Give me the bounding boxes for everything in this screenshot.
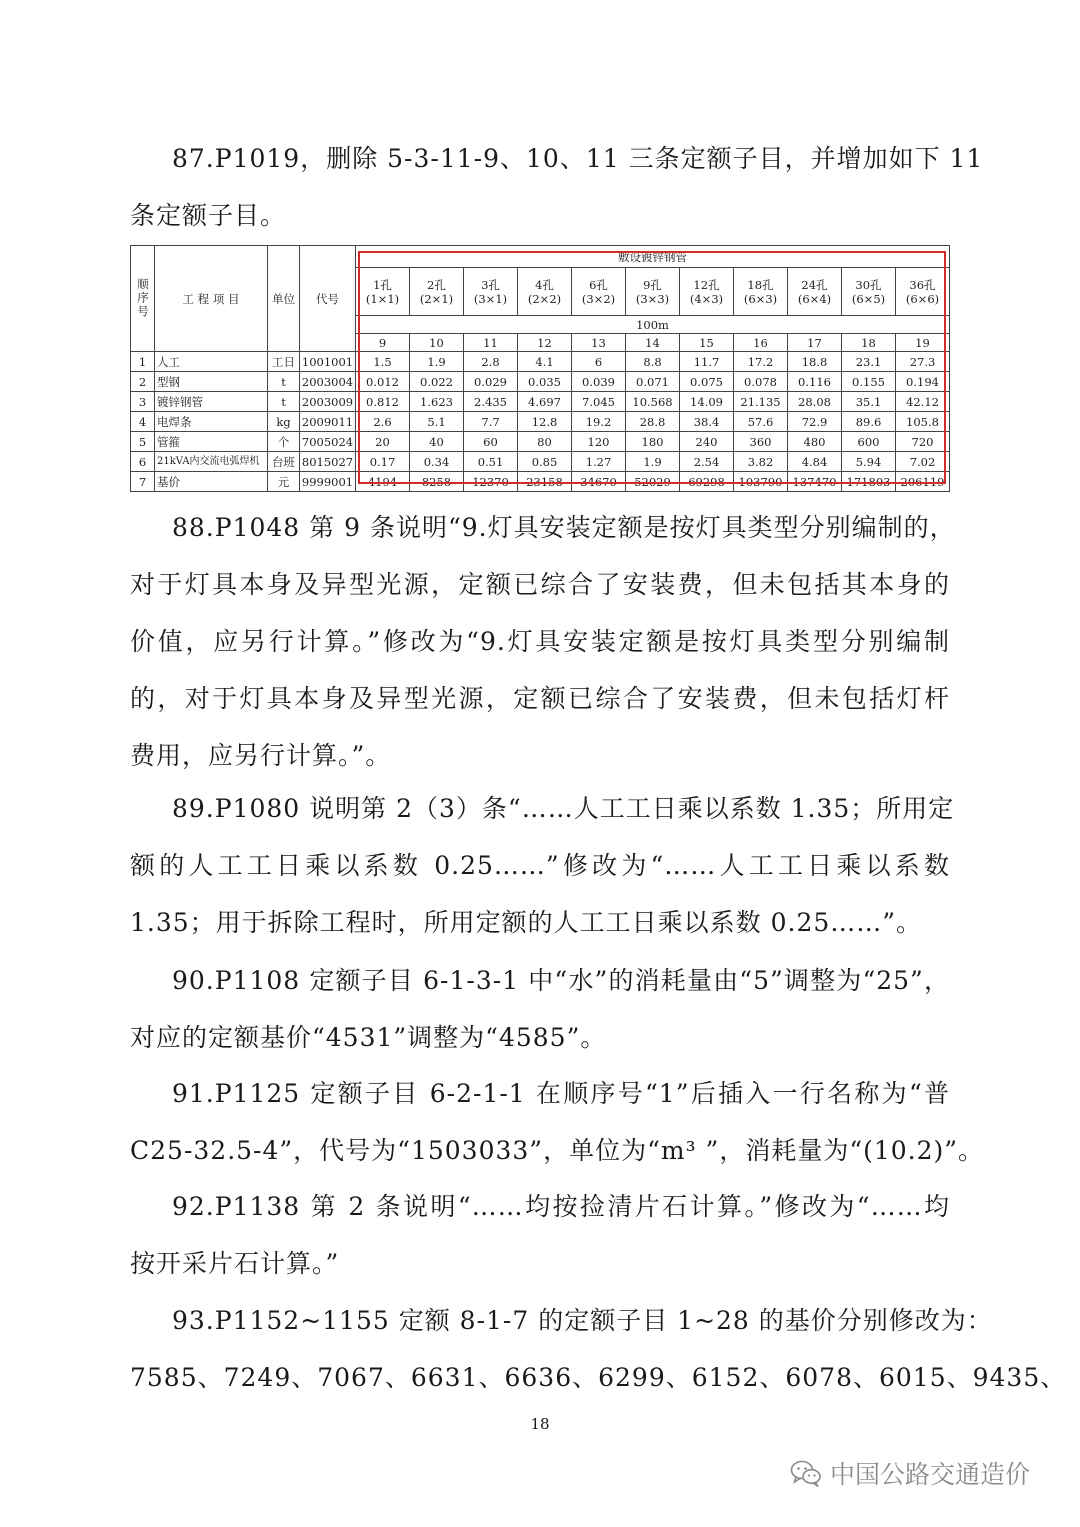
group-header: 敷设镀锌钢管 [356, 246, 950, 268]
head-code: 代号 [300, 246, 356, 352]
table-row [131, 352, 950, 372]
row-unit: t [268, 392, 300, 412]
table-cell: 0.071 [626, 372, 680, 392]
column-number: 18 [842, 334, 896, 352]
table-cell: 34670 [572, 472, 626, 492]
row-item: 人工 [155, 352, 268, 372]
row-item: 基价 [155, 472, 268, 492]
column-holes: 12孔 [693, 277, 720, 292]
table-cell: 4.697 [518, 392, 572, 412]
table-cell: 27.3 [896, 352, 950, 372]
table-cell: 23158 [518, 472, 572, 492]
column-layout: (2×1) [419, 291, 454, 306]
column-holes: 1孔 [373, 277, 392, 292]
text-line: 1.35；用于拆除工程时，所用定额的人工工日乘以系数 0.25……”。 [130, 908, 923, 937]
column-header [626, 268, 680, 316]
row-unit: 工日 [268, 352, 300, 372]
table-cell: 89.6 [842, 412, 896, 432]
row-seq: 1 [131, 352, 155, 372]
row-item: 型钢 [155, 372, 268, 392]
paragraph-90 [130, 952, 950, 1066]
row-unit: kg [268, 412, 300, 432]
table-cell: 360 [734, 432, 788, 452]
row-unit: t [268, 372, 300, 392]
column-holes: 18孔 [747, 277, 774, 292]
table-cell: 21.135 [734, 392, 788, 412]
table-cell: 12.8 [518, 412, 572, 432]
row-seq: 3 [131, 392, 155, 412]
row-seq: 4 [131, 412, 155, 432]
column-number: 17 [788, 334, 842, 352]
table-cell: 5.1 [410, 412, 464, 432]
table-cell: 0.51 [464, 452, 518, 472]
table-cell: 4.84 [788, 452, 842, 472]
text-line: 91.P1125 定额子目 6-2-1-1 在顺序号“1”后插入一行名称为“普 [172, 1079, 950, 1108]
column-header [464, 268, 518, 316]
table-row [131, 472, 950, 492]
row-item: 管箍 [155, 432, 268, 452]
table-cell: 35.1 [842, 392, 896, 412]
table-cell: 10.568 [626, 392, 680, 412]
table-cell: 0.078 [734, 372, 788, 392]
text-line: 93.P1152~1155 定额 8-1-7 的定额子目 1~28 的基价分别修改为： [172, 1306, 993, 1335]
table-cell: 28.08 [788, 392, 842, 412]
table-cell: 137470 [788, 472, 842, 492]
table-cell: 3.82 [734, 452, 788, 472]
table-cell: 42.12 [896, 392, 950, 412]
paragraph-89 [130, 780, 955, 951]
watermark-text: 中国公路交通造价 [830, 1460, 1031, 1489]
table-cell: 5.94 [842, 452, 896, 472]
row-unit: 台班 [268, 452, 300, 472]
quota-table-container [130, 245, 950, 492]
column-header [356, 268, 410, 316]
row-seq: 7 [131, 472, 155, 492]
table-cell: 20 [356, 432, 410, 452]
text-line: 的，对于灯具本身及异型光源，定额已综合了安装费，但未包括灯杆 [130, 684, 950, 713]
row-seq: 6 [131, 452, 155, 472]
text-line: 额的人工工日乘以系数 0.25……”修改为“……人工工日乘以系数 [130, 851, 950, 880]
column-holes: 4孔 [535, 277, 554, 292]
column-layout: (6×5) [851, 291, 886, 306]
table-row [131, 392, 950, 412]
table-cell: 105.8 [896, 412, 950, 432]
column-header [896, 268, 950, 316]
table-cell: 7.02 [896, 452, 950, 472]
paragraph-88 [130, 499, 956, 784]
row-item: 21kVA内交流电弧焊机 [155, 452, 268, 472]
row-unit: 元 [268, 472, 300, 492]
table-cell: 11.7 [680, 352, 734, 372]
table-cell: 28.8 [626, 412, 680, 432]
head-unit: 单位 [268, 246, 300, 352]
table-cell: 23.1 [842, 352, 896, 372]
row-code: 2009011 [300, 412, 356, 432]
unit-row: 100m [356, 316, 950, 334]
column-holes: 24孔 [801, 277, 828, 292]
table-cell: 12370 [464, 472, 518, 492]
column-layout: (2×2) [527, 291, 562, 306]
wechat-icon [790, 1459, 822, 1487]
row-code: 9999001 [300, 472, 356, 492]
page-number: 18 [530, 1415, 550, 1433]
text-line: 7585、7249、7067、6631、6636、6299、6152、6078、6015、9435、 [130, 1363, 1067, 1392]
column-holes: 6孔 [589, 277, 608, 292]
table-cell: 18.8 [788, 352, 842, 372]
table-cell: 14.09 [680, 392, 734, 412]
column-number: 16 [734, 334, 788, 352]
table-cell: 0.039 [572, 372, 626, 392]
table-cell: 2.435 [464, 392, 518, 412]
table-cell: 0.029 [464, 372, 518, 392]
column-header [410, 268, 464, 316]
table-cell: 0.194 [896, 372, 950, 392]
table-cell: 0.075 [680, 372, 734, 392]
column-number: 19 [896, 334, 950, 352]
table-cell: 1.623 [410, 392, 464, 412]
row-code: 2003004 [300, 372, 356, 392]
table-cell: 7.7 [464, 412, 518, 432]
table-cell: 1.9 [410, 352, 464, 372]
text-line: 价值，应另行计算。”修改为“9.灯具安装定额是按灯具类型分别编制 [130, 627, 950, 656]
table-cell: 0.812 [356, 392, 410, 412]
table-cell: 180 [626, 432, 680, 452]
table-cell: 7.045 [572, 392, 626, 412]
column-number: 14 [626, 334, 680, 352]
table-cell: 720 [896, 432, 950, 452]
table-cell: 6 [572, 352, 626, 372]
table-cell: 0.85 [518, 452, 572, 472]
table-cell: 57.6 [734, 412, 788, 432]
paragraph-91 [130, 1065, 985, 1179]
head-item: 工 程 项 目 [155, 246, 268, 352]
column-layout: (3×3) [635, 291, 670, 306]
column-layout: (6×4) [797, 291, 832, 306]
column-header [734, 268, 788, 316]
table-row [131, 432, 950, 452]
head-seq: 顺序号 [131, 246, 155, 352]
column-header [518, 268, 572, 316]
table-cell: 0.035 [518, 372, 572, 392]
column-number: 9 [356, 334, 410, 352]
text-line: 对应的定额基价“4531”调整为“4585”。 [130, 1023, 607, 1052]
text-line: 费用，应另行计算。”。 [130, 741, 392, 770]
text-line: 92.P1138 第 2 条说明“……均按捡清片石计算。”修改为“……均 [172, 1192, 950, 1221]
column-layout: (3×2) [581, 291, 616, 306]
table-cell: 38.4 [680, 412, 734, 432]
table-cell: 120 [572, 432, 626, 452]
column-holes: 2孔 [427, 277, 446, 292]
table-cell: 1.27 [572, 452, 626, 472]
table-cell: 240 [680, 432, 734, 452]
row-seq: 2 [131, 372, 155, 392]
table-row [131, 372, 950, 392]
table-cell: 4194 [356, 472, 410, 492]
row-code: 7005024 [300, 432, 356, 452]
column-layout: (6×3) [743, 291, 778, 306]
table-cell: 600 [842, 432, 896, 452]
column-number: 12 [518, 334, 572, 352]
column-layout: (4×3) [689, 291, 724, 306]
row-code: 8015027 [300, 452, 356, 472]
table-cell: 103790 [734, 472, 788, 492]
table-cell: 0.116 [788, 372, 842, 392]
table-cell: 60 [464, 432, 518, 452]
column-layout: (1×1) [365, 291, 400, 306]
table-row [131, 412, 950, 432]
table-cell: 0.155 [842, 372, 896, 392]
column-number: 13 [572, 334, 626, 352]
text-line: 87.P1019，删除 5-3-11-9、10、11 三条定额子目，并增加如下 11 [172, 144, 984, 173]
table-cell: 72.9 [788, 412, 842, 432]
table-cell: 19.2 [572, 412, 626, 432]
row-code: 1001001 [300, 352, 356, 372]
column-holes: 3孔 [481, 277, 500, 292]
column-holes: 30孔 [855, 277, 882, 292]
table-cell: 0.17 [356, 452, 410, 472]
table-cell: 2.8 [464, 352, 518, 372]
column-holes: 9孔 [643, 277, 662, 292]
text-line: 90.P1108 定额子目 6-1-3-1 中“水”的消耗量由“5”调整为“25”， [172, 966, 950, 995]
paragraph-87 [130, 130, 984, 244]
text-line: 条定额子目。 [130, 201, 287, 230]
table-cell: 1.5 [356, 352, 410, 372]
row-item: 电焊条 [155, 412, 268, 432]
column-header [842, 268, 896, 316]
watermark [790, 1455, 1030, 1491]
row-code: 2003009 [300, 392, 356, 412]
table-cell: 17.2 [734, 352, 788, 372]
text-line: 按开采片石计算。” [130, 1249, 340, 1278]
table-cell: 52029 [626, 472, 680, 492]
column-header [572, 268, 626, 316]
table-cell: 0.34 [410, 452, 464, 472]
table-cell: 8258 [410, 472, 464, 492]
column-layout: (3×1) [473, 291, 508, 306]
paragraph-92 [130, 1178, 950, 1292]
text-line: 88.P1048 第 9 条说明“9.灯具安装定额是按灯具类型分别编制的， [172, 513, 956, 542]
column-number: 10 [410, 334, 464, 352]
quota-table [130, 245, 950, 492]
column-number: 15 [680, 334, 734, 352]
table-cell: 2.6 [356, 412, 410, 432]
column-number: 11 [464, 334, 518, 352]
column-header [680, 268, 734, 316]
table-cell: 1.9 [626, 452, 680, 472]
text-line: 对于灯具本身及异型光源，定额已综合了安装费，但未包括其本身的 [130, 570, 950, 599]
table-cell: 171803 [842, 472, 896, 492]
table-cell: 8.8 [626, 352, 680, 372]
table-cell: 80 [518, 432, 572, 452]
column-header [788, 268, 842, 316]
text-line: 89.P1080 说明第 2（3）条“……人工工日乘以系数 1.35；所用定 [172, 794, 955, 823]
table-cell: 40 [410, 432, 464, 452]
table-cell: 0.022 [410, 372, 464, 392]
row-seq: 5 [131, 432, 155, 452]
table-cell: 4.1 [518, 352, 572, 372]
row-unit: 个 [268, 432, 300, 452]
table-cell: 69298 [680, 472, 734, 492]
paragraph-93 [130, 1292, 1067, 1406]
row-item: 镀锌钢管 [155, 392, 268, 412]
column-holes: 36孔 [909, 277, 936, 292]
table-cell: 480 [788, 432, 842, 452]
table-row [131, 452, 950, 472]
text-line: C25-32.5-4”，代号为“1503033”，单位为“m³ ”，消耗量为“(10.2)”。 [130, 1136, 985, 1165]
column-layout: (6×6) [905, 291, 940, 306]
table-cell: 2.54 [680, 452, 734, 472]
table-cell: 206119 [896, 472, 950, 492]
table-cell: 0.012 [356, 372, 410, 392]
